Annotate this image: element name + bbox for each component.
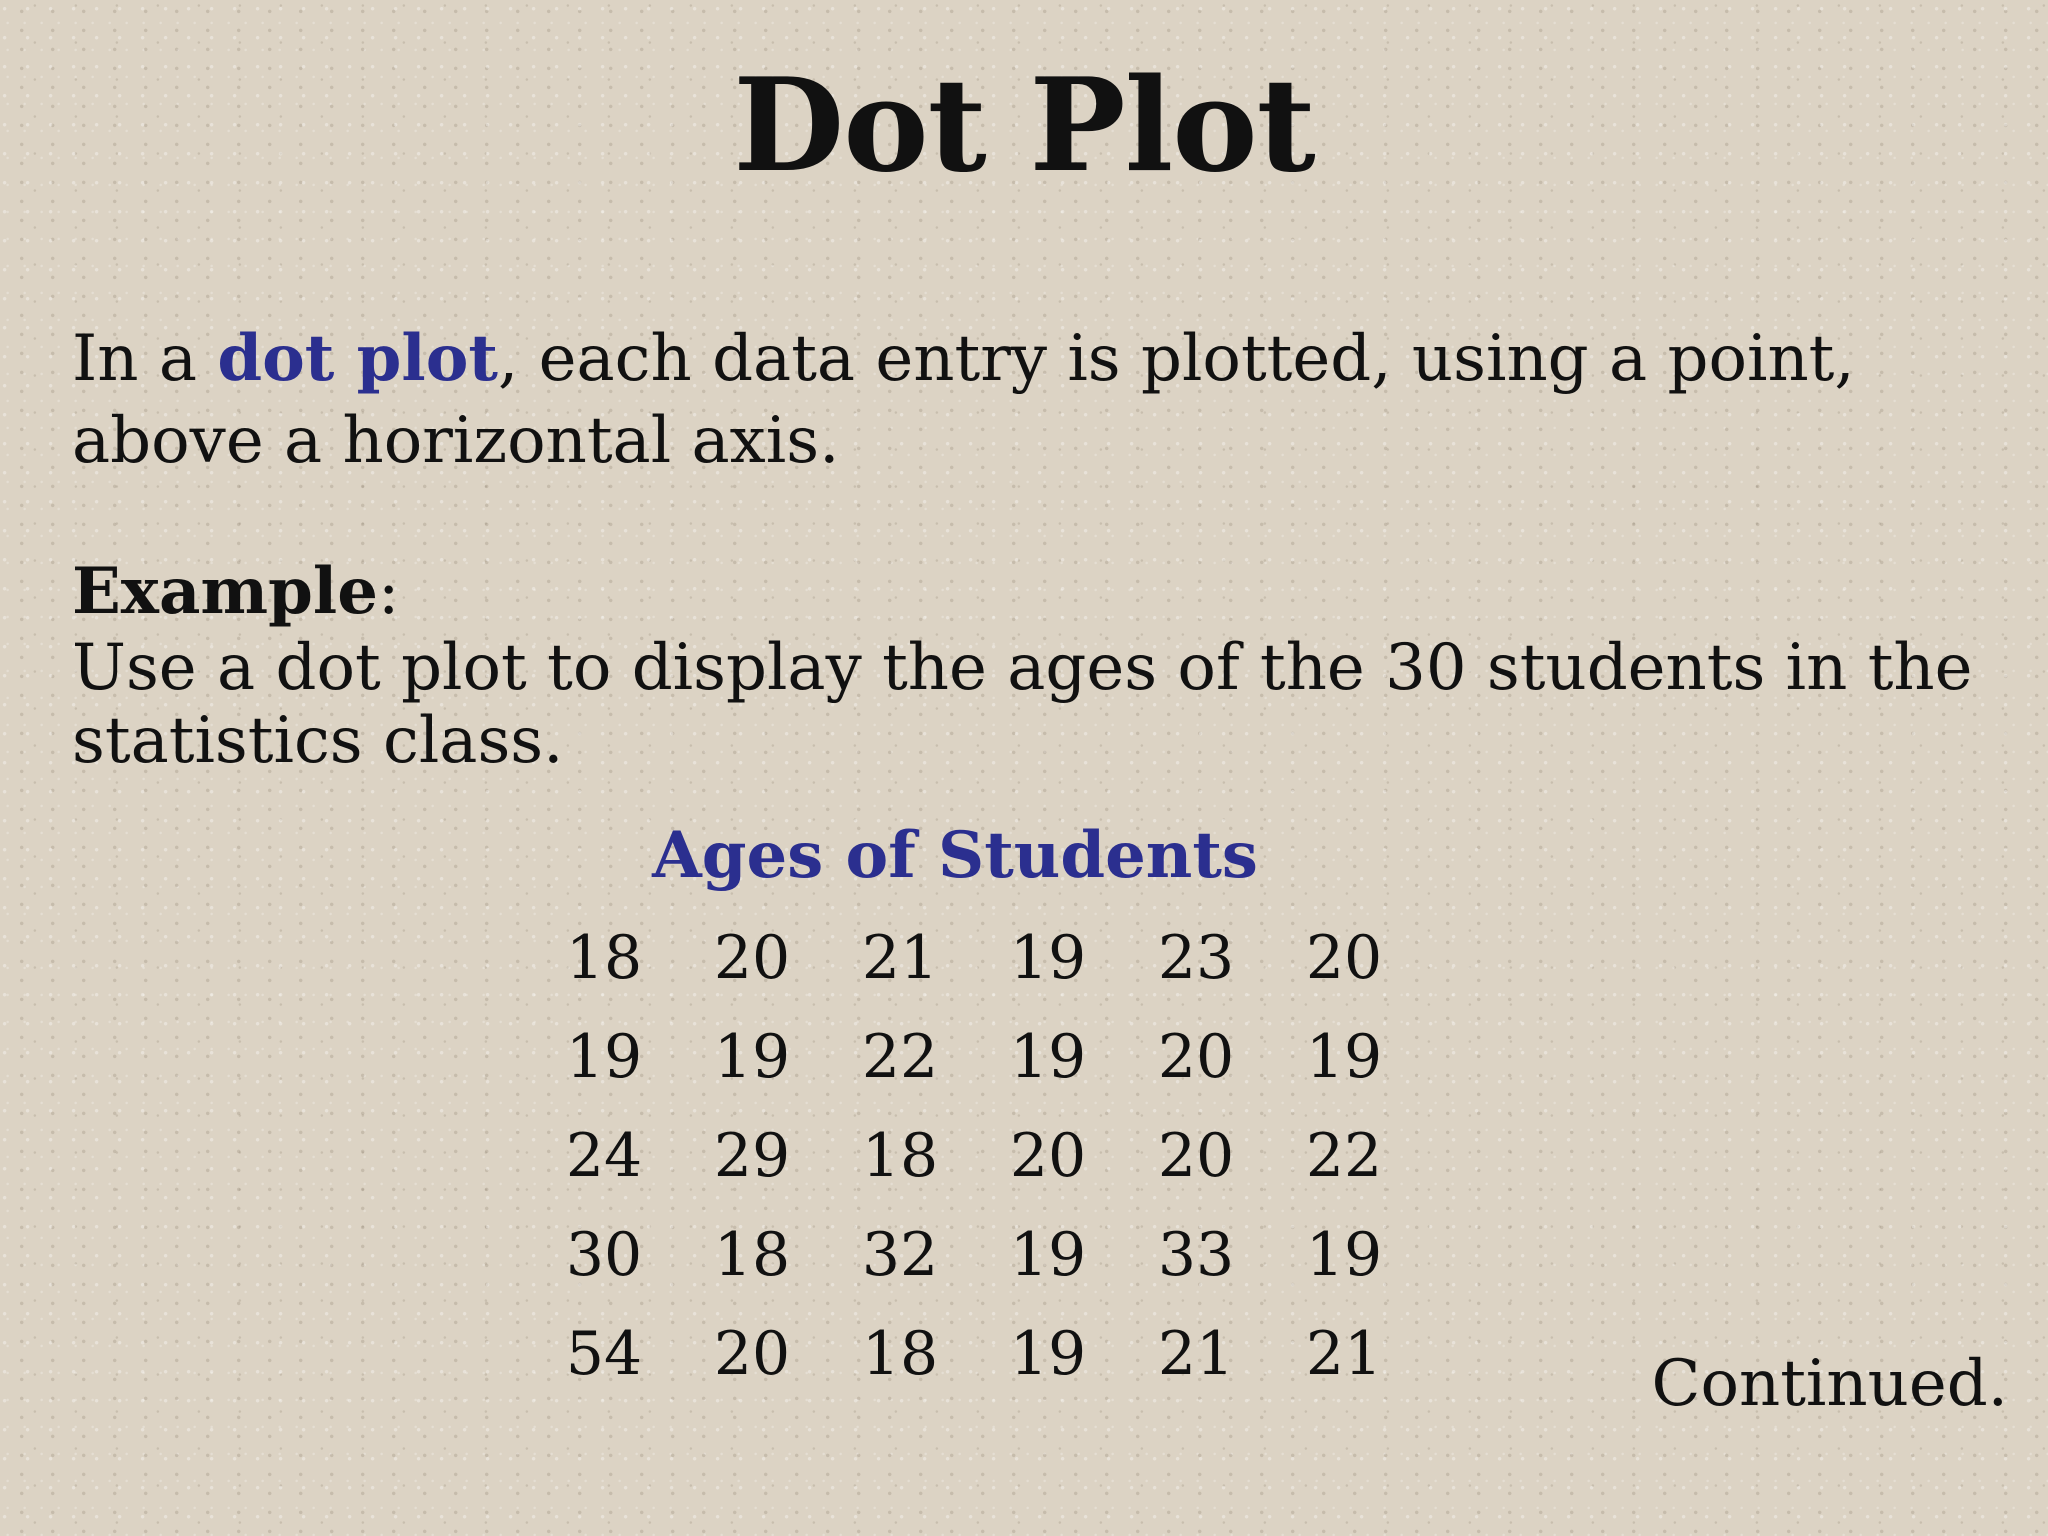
age-cell: 20 [713,1319,791,1389]
example-heading [72,554,400,629]
age-cell: 29 [713,1121,791,1191]
age-cell: 21 [1157,1319,1235,1389]
slide-title: Dot Plot [733,51,1315,201]
age-cell: 20 [713,923,791,993]
age-cell: 21 [1305,1319,1383,1389]
age-cell: 20 [1009,1121,1087,1191]
continued-label: Continued. [1651,1347,2008,1421]
age-cell: 19 [1009,1022,1087,1092]
age-cell: 19 [1009,1220,1087,1290]
age-cell: 22 [1305,1121,1383,1191]
age-cell: 18 [861,1121,939,1191]
intro-paragraph [72,318,1972,482]
age-cell: 20 [1157,1121,1235,1191]
age-cell: 24 [565,1121,643,1191]
term-dot-plot: dot plot [217,321,498,396]
age-cell: 32 [861,1220,939,1290]
age-cell: 18 [565,923,643,993]
age-cell: 20 [1157,1022,1235,1092]
ages-table-title: Ages of Students [652,818,1258,893]
example-colon: : [377,555,400,629]
example-text: Use a dot plot to display the ages of the 30 students in the statistics class. [72,631,1973,778]
age-cell: 21 [861,923,939,993]
age-cell: 20 [1305,923,1383,993]
age-cell: 54 [565,1319,643,1389]
age-cell: 19 [1009,923,1087,993]
intro-text-after: , each data entry is plotted, using a point, above a horizontal axis. [72,322,1855,478]
age-cell: 19 [713,1022,791,1092]
intro-text-before: In a [72,322,218,396]
age-cell: 22 [861,1022,939,1092]
age-cell: 33 [1157,1220,1235,1290]
example-label: Example [72,554,378,629]
age-cell: 19 [1009,1319,1087,1389]
ages-table [530,918,1418,1413]
age-cell: 18 [713,1220,791,1290]
age-cell: 18 [861,1319,939,1389]
age-cell: 19 [1305,1022,1383,1092]
age-cell: 30 [565,1220,643,1290]
age-cell: 19 [565,1022,643,1092]
age-cell: 19 [1305,1220,1383,1290]
age-cell: 23 [1157,923,1235,993]
